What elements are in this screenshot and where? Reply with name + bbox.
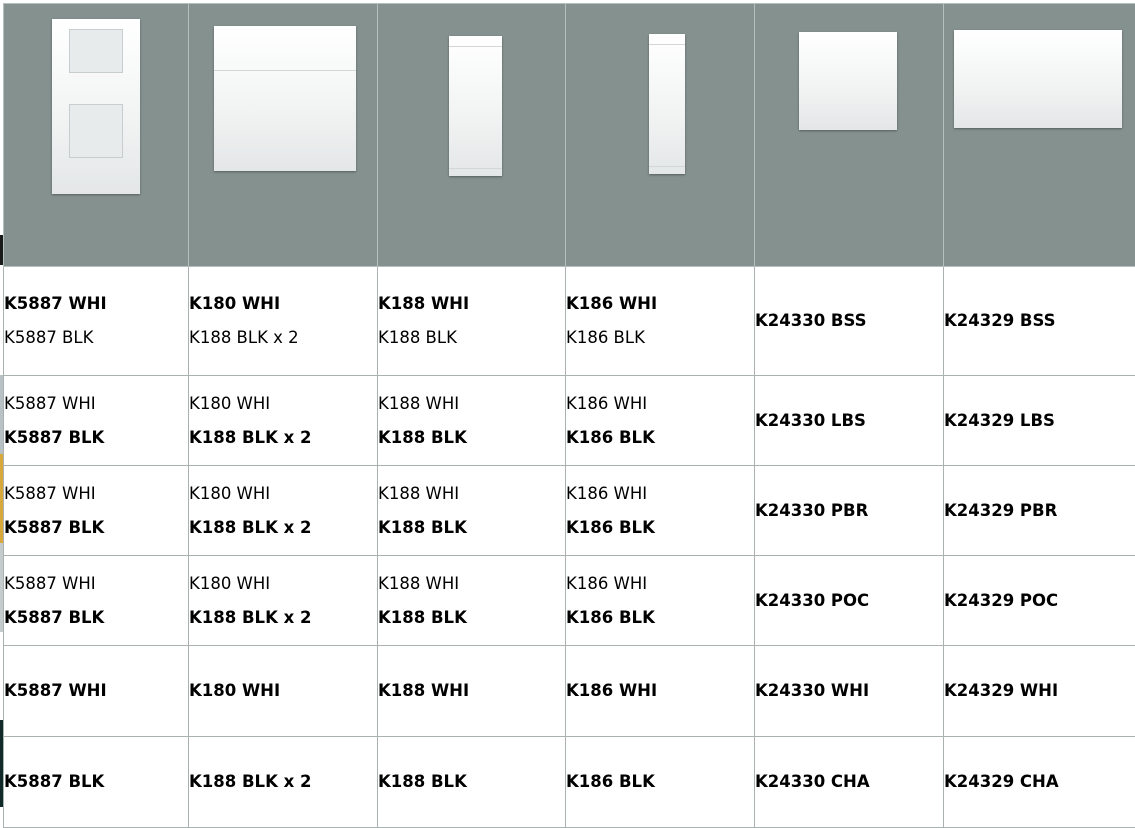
code-text: K180 WHI [189, 567, 377, 601]
code-text: K24330 PBR [755, 499, 943, 523]
product-code-table [3, 3, 1135, 828]
code-cell [944, 646, 1135, 737]
code-text: K24329 PBR [944, 499, 1135, 523]
code-text: K5887 WHI [4, 387, 188, 421]
code-cell [566, 556, 755, 646]
single-data-outlet-plate-image [52, 19, 140, 194]
code-cell [189, 556, 378, 646]
code-cell [944, 267, 1135, 376]
code-cell [944, 376, 1135, 466]
code-text: K24330 POC [755, 589, 943, 613]
code-text: K24330 LBS [755, 409, 943, 433]
code-cell [4, 556, 189, 646]
code-cell [4, 466, 189, 556]
code-cell [755, 737, 944, 828]
code-text: K24329 WHI [944, 679, 1135, 703]
code-text: K186 WHI [566, 477, 754, 511]
code-cell [378, 556, 566, 646]
code-cell [755, 267, 944, 376]
code-text: K5887 WHI [4, 679, 188, 703]
code-text: K186 WHI [566, 567, 754, 601]
code-cell [755, 466, 944, 556]
code-cell [378, 376, 566, 466]
code-text: K24329 LBS [944, 409, 1135, 433]
code-text: K186 BLK [566, 511, 754, 545]
code-text: K186 BLK [566, 321, 754, 355]
code-text: K188 BLK x 2 [189, 421, 377, 455]
code-text: K5887 BLK [4, 421, 188, 455]
code-cell [378, 646, 566, 737]
code-cell [4, 646, 189, 737]
code-text: K188 WHI [378, 679, 565, 703]
code-text: K5887 WHI [4, 287, 188, 321]
code-cell [4, 737, 189, 828]
code-text: K180 WHI [189, 477, 377, 511]
code-cell [566, 737, 755, 828]
code-text: K188 BLK [378, 421, 565, 455]
code-text: K188 BLK x 2 [189, 601, 377, 635]
code-text: K24330 WHI [755, 679, 943, 703]
code-cell [189, 376, 378, 466]
code-text: K5887 BLK [4, 321, 188, 355]
code-cell [4, 376, 189, 466]
code-cell [755, 556, 944, 646]
code-cell [378, 267, 566, 376]
double-blank-plate-image [954, 30, 1122, 128]
code-cell [4, 267, 189, 376]
code-text: K188 BLK [378, 770, 565, 794]
code-text: K186 WHI [566, 287, 754, 321]
code-text: K24330 BSS [755, 309, 943, 333]
finish-row-pbr [4, 466, 1135, 556]
code-text: K188 BLK [378, 321, 565, 355]
code-cell [189, 737, 378, 828]
code-text: K24330 CHA [755, 770, 943, 794]
single-blank-plate-image [799, 32, 897, 130]
code-cell [755, 646, 944, 737]
finish-row-bss [4, 267, 1135, 376]
product-image-cell [944, 4, 1135, 267]
code-text: K186 BLK [566, 601, 754, 635]
code-text: K188 BLK [378, 511, 565, 545]
code-text: K188 WHI [378, 567, 565, 601]
product-image-cell [566, 4, 755, 267]
code-cell [755, 376, 944, 466]
code-cell [189, 267, 378, 376]
code-cell [189, 646, 378, 737]
code-text: K188 WHI [378, 387, 565, 421]
code-text: K186 BLK [566, 421, 754, 455]
code-text: K186 WHI [566, 679, 754, 703]
narrow-blank-module-image [649, 34, 685, 174]
code-text: K180 WHI [189, 387, 377, 421]
code-text: K188 BLK x 2 [189, 511, 377, 545]
code-cell [944, 466, 1135, 556]
code-text: K188 WHI [378, 287, 565, 321]
code-cell [378, 466, 566, 556]
code-cell [566, 376, 755, 466]
code-text: K188 WHI [378, 477, 565, 511]
finish-row-lbs [4, 376, 1135, 466]
product-image-row [4, 4, 1135, 267]
code-text: K188 BLK x 2 [189, 321, 377, 355]
product-image-cell [755, 4, 944, 267]
code-text: K188 BLK x 2 [189, 770, 377, 794]
finish-row-whi [4, 646, 1135, 737]
code-text: K5887 BLK [4, 601, 188, 635]
code-text: K5887 BLK [4, 511, 188, 545]
code-text: K5887 WHI [4, 477, 188, 511]
product-image-cell [4, 4, 189, 267]
code-text: K5887 BLK [4, 770, 188, 794]
product-image-cell [189, 4, 378, 267]
code-cell [944, 737, 1135, 828]
code-cell [944, 556, 1135, 646]
finish-row-cha [4, 737, 1135, 828]
code-text: K24329 POC [944, 589, 1135, 613]
code-text: K180 WHI [189, 287, 377, 321]
code-cell [566, 267, 755, 376]
code-text: K24329 BSS [944, 309, 1135, 333]
code-text: K5887 WHI [4, 567, 188, 601]
code-cell [189, 466, 378, 556]
finish-row-poc [4, 556, 1135, 646]
code-cell [566, 466, 755, 556]
square-blank-module-image [214, 26, 356, 171]
code-cell [378, 737, 566, 828]
code-text: K186 BLK [566, 770, 754, 794]
code-text: K188 BLK [378, 601, 565, 635]
half-blank-module-image [449, 36, 502, 176]
product-image-cell [378, 4, 566, 267]
code-text: K186 WHI [566, 387, 754, 421]
code-cell [566, 646, 755, 737]
code-text: K180 WHI [189, 679, 377, 703]
code-text: K24329 CHA [944, 770, 1135, 794]
